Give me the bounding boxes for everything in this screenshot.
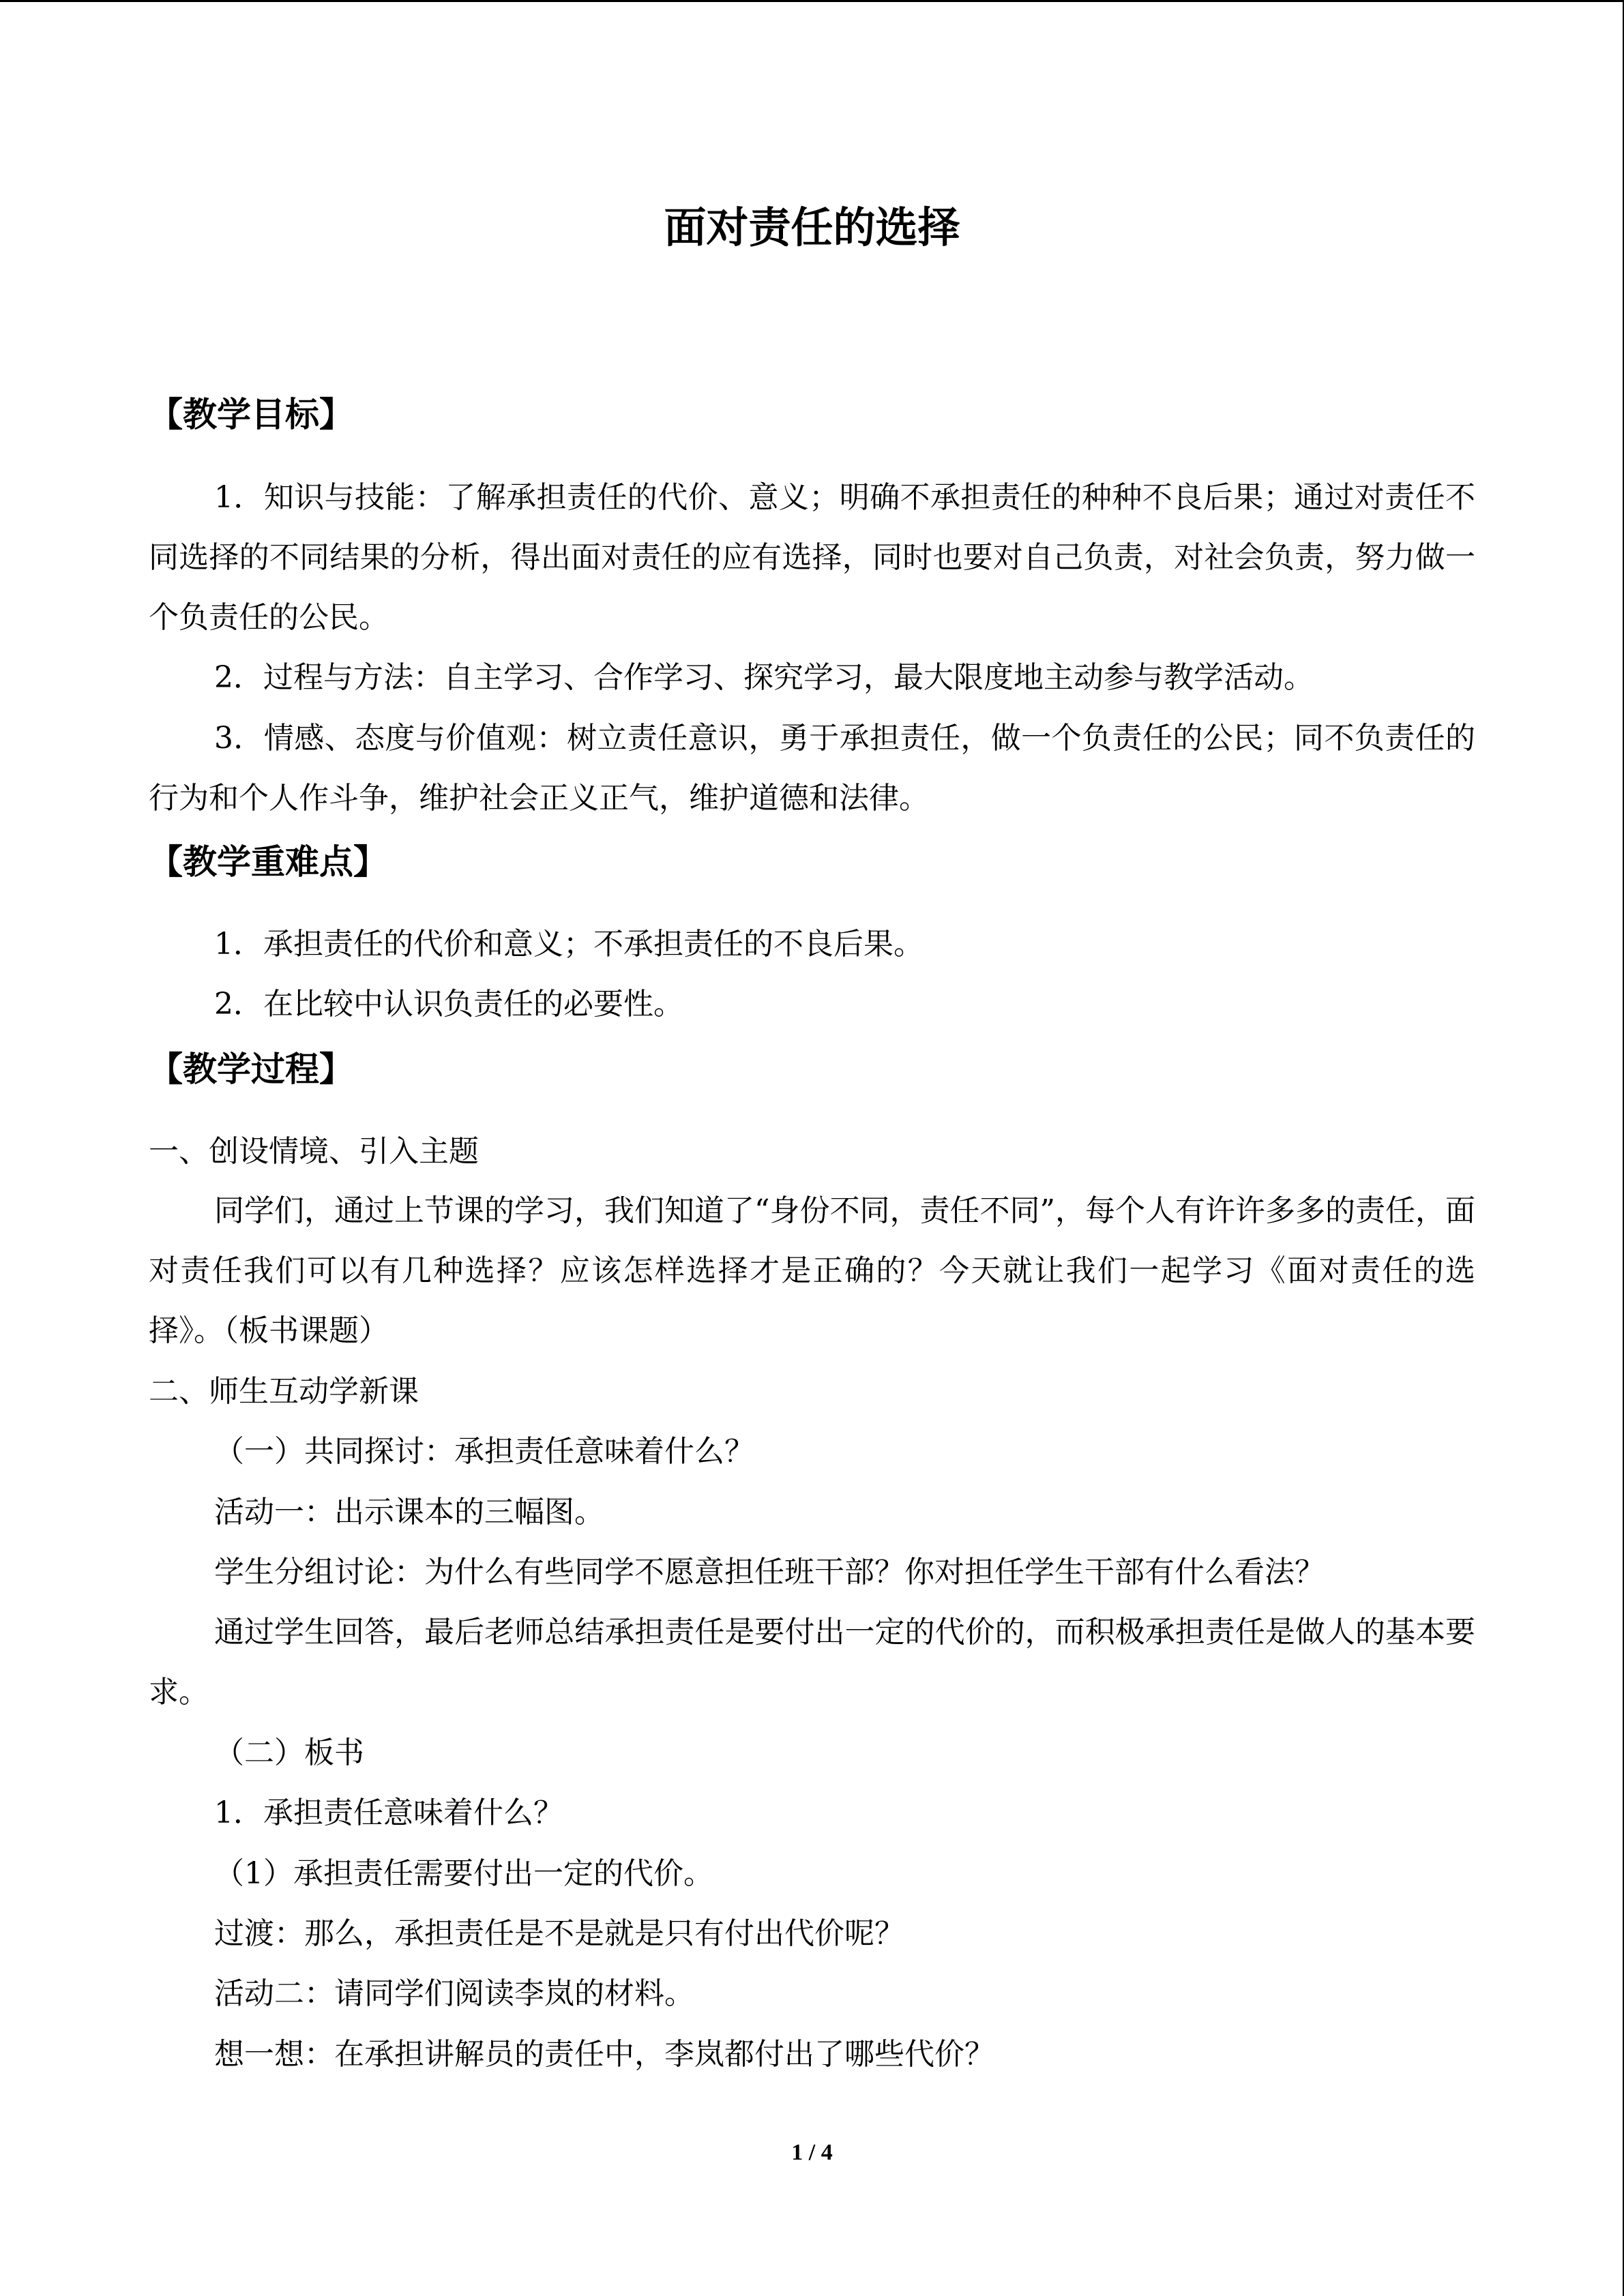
goal-knowledge-paragraph: 1．知识与技能：了解承担责任的代价、意义；明确不承担责任的种种不良后果；通过对责任不同选择的不同结果的分析，得出面对责任的应有选择，同时也要对自己负责，对社会负责，努力做一个负责任的公民。	[149, 480, 1475, 635]
think-line: 想一想：在承担讲解员的责任中，李岚都付出了哪些代价？	[214, 2037, 994, 2072]
goal-emotion-paragraph: 3．情感、态度与价值观：树立责任意识，勇于承担责任，做一个负责任的公民；同不负责任的行为和个人作斗争，维护社会正义正气，维护道德和法律。	[149, 721, 1475, 816]
heading-key-difficult-points: 【教学重难点】	[149, 842, 387, 882]
goal-process-paragraph: 2．过程与方法：自主学习、合作学习、探究学习，最大限度地主动参与教学活动。	[214, 660, 1314, 695]
heading-teaching-process: 【教学过程】	[149, 1049, 353, 1089]
activity-two-line: 活动二：请同学们阅读李岚的材料。	[214, 1976, 694, 2011]
group-discussion-line: 学生分组讨论：为什么有些同学不愿意担任班干部？你对担任学生干部有什么看法？	[214, 1555, 1325, 1590]
blackboard-line: （二）板书	[214, 1735, 364, 1770]
activity-one-line: 活动一：出示课本的三幅图。	[214, 1495, 604, 1530]
discussion-line: （一）共同探讨：承担责任意味着什么？	[214, 1434, 754, 1469]
key-point-1: 1．承担责任的代价和意义；不承担责任的不良后果。	[214, 927, 924, 961]
subheading-new-lesson: 二、师生互动学新课	[149, 1374, 419, 1409]
question-line: 1．承担责任意味着什么？	[214, 1795, 563, 1830]
subheading-intro: 一、创设情境、引入主题	[149, 1134, 479, 1169]
key-point-2: 2．在比较中认识负责任的必要性。	[214, 987, 683, 1022]
intro-paragraph: 同学们，通过上节课的学习，我们知道了“身份不同，责任不同”，每个人有许许多多的责任，面对责任我们可以有几种选择？应该怎样选择才是正确的？今天就让我们一起学习《面对责任的选择》。（板书课题）	[149, 1193, 1475, 1348]
heading-teaching-goals: 【教学目标】	[149, 395, 353, 434]
page-number: 1 / 4	[791, 2140, 833, 2165]
page-title: 面对责任的选择	[664, 203, 960, 252]
point-1-line: （1）承担责任需要付出一定的代价。	[214, 1856, 713, 1891]
summary-paragraph: 通过学生回答，最后老师总结承担责任是要付出一定的代价的，而积极承担责任是做人的基本要求。	[149, 1615, 1475, 1710]
transition-line: 过渡：那么，承担责任是不是就是只有付出代价呢？	[214, 1916, 904, 1951]
